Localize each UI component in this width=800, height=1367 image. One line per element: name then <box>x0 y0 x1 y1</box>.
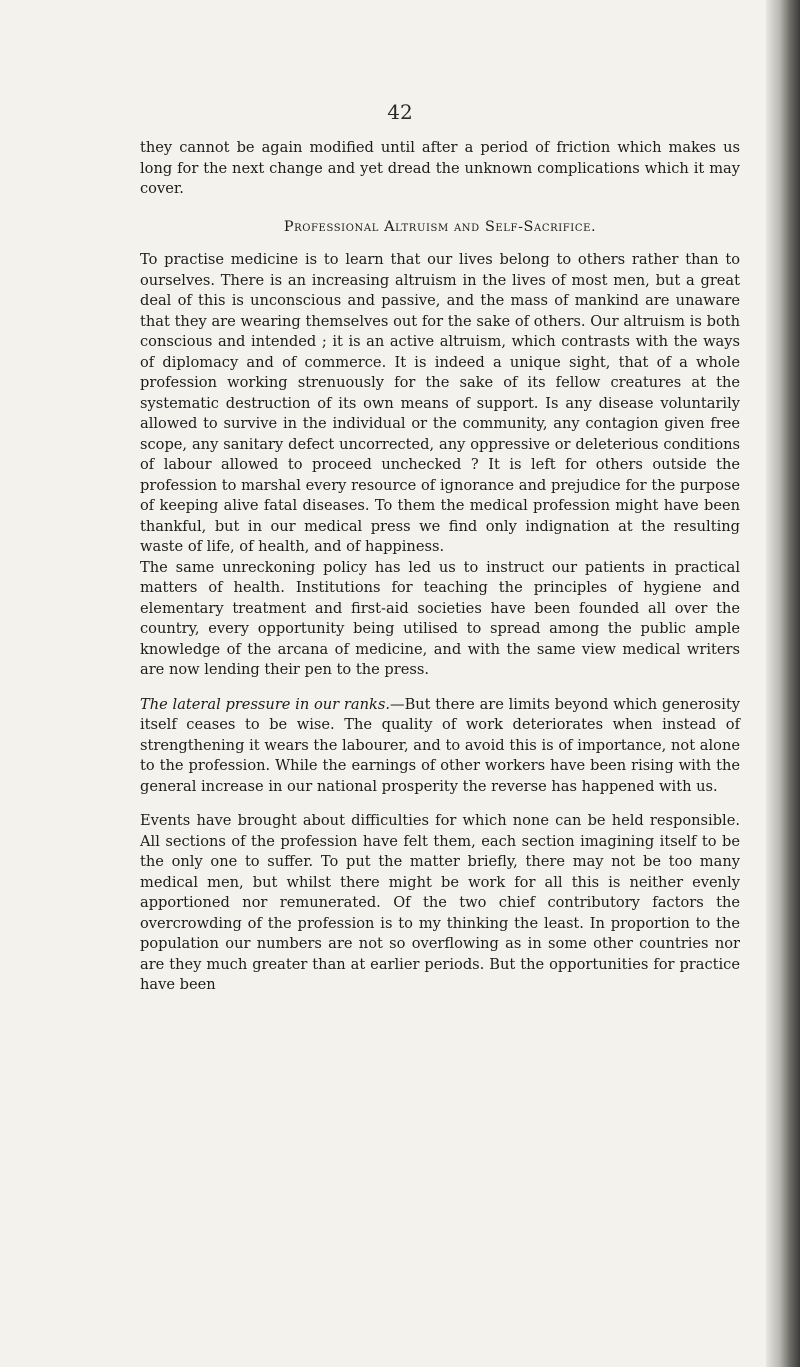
section-heading: Professional Altruism and Self-Sacrifice. <box>283 218 597 235</box>
paragraph-italic-title: The lateral pressure in our ranks. <box>140 695 390 713</box>
paragraph-lateral-pressure-text: —But there are limits beyond which generosity itself ceases to be wise. The quality of work deteriorates when instead of strengthening it wears the labourer, and to avoid this is of importance, not alone to the profession. While the earnings of other workers have been rising with the general increase in our national prosperity the reverse has happened with us. <box>140 695 741 795</box>
page-edge-shadow <box>766 0 800 1367</box>
body-text <box>140 138 740 996</box>
paragraph-continuation: they cannot be again modified until after a period of friction which makes us long for the next change and yet dread the unknown complications which it may cover. <box>140 139 740 197</box>
page-number: 42 <box>387 100 413 124</box>
paragraph-lateral-pressure <box>140 695 740 798</box>
paragraph-events: Events have brought about difficulties for which none can be held responsible. All sections of the profession have felt them, each section imagining itself to be the only one to suffer. To put the matter briefly, there may not be too many medical men, but whilst there might be work for all this is neither evenly apportioned nor remunerated. Of the two chief contributory factors the overcrowding of the profession is to my thinking the least. In proportion to the population our numbers are not so overflowing as in some other countries nor are they much greater than at earlier periods. But the opportunities for practice have been <box>140 812 740 993</box>
paragraph-instruct-patients: The same unreckoning policy has led us to instruct our patients in practical matters of health. Institutions for teaching the principles of hygiene and elementary treatment and first-aid societies have been founded all over the country, every opportunity being utilised to spread among the public ample knowledge of the arcana of medicine, and with the same view medical writers are now lending their pen to the press. <box>140 558 740 678</box>
paragraph-altruism: To practise medicine is to learn that our lives belong to others rather than to ourselves. There is an increasing altruism in the lives of most men, but a great deal of this is unconscious and passive, and the mass of mankind are unaware that they are wearing themselves out for the sake of others. Our altruism is both conscious and intended ; it is an active altruism, which contrasts with the ways of diplomacy and of commerce. It is indeed a unique sight, that of a whole profession working strenuously for the sake of its fellow creatures at the systematic destruction of its own means of support. Is any disease voluntarily allowed to survive in the individual or the community, any contagion given free scope, any sanitary defect uncorrected, any oppressive or deleterious conditions of labour allowed to proceed unchecked ? It is left for others outside the profession to marshal every resource of ignorance and prejudice for the purpose of keeping alive fatal diseases. To them the medical profession might have been thankful, but in our medical press we find only indignation at the resulting waste of life, of health, and of happiness. <box>140 251 740 555</box>
